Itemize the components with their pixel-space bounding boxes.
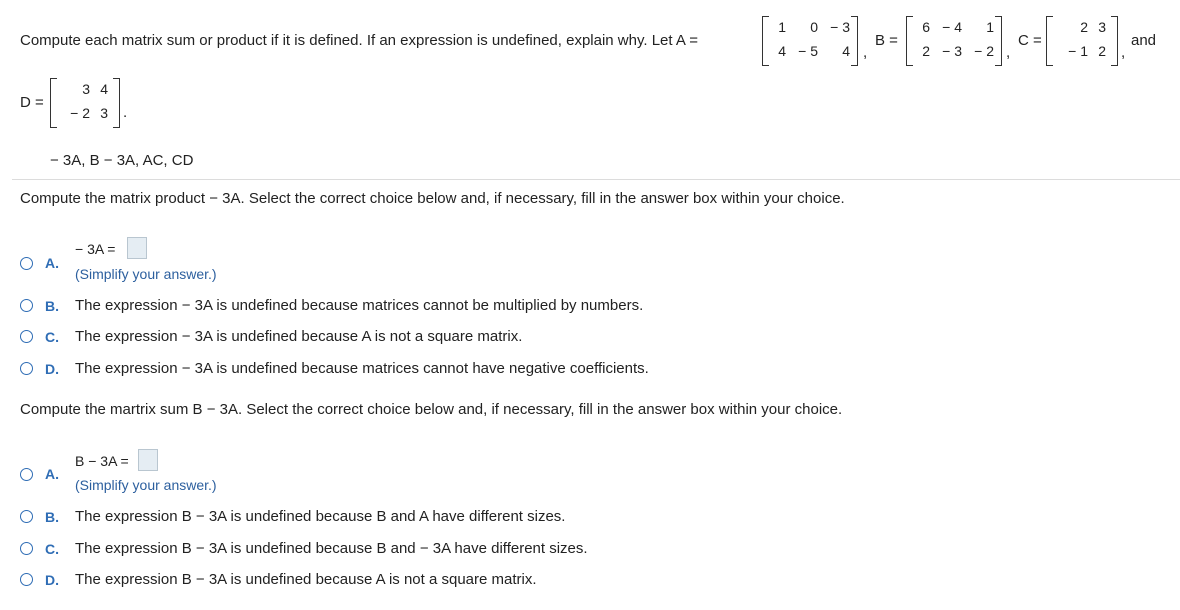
- expressions-list: − 3A, B − 3A, AC, CD: [50, 152, 194, 169]
- part1-radio-a[interactable]: [20, 257, 33, 270]
- matrix-d: [50, 78, 120, 128]
- divider: [12, 179, 1180, 180]
- part1-answer-label: − 3A =: [75, 241, 116, 257]
- period: .: [123, 104, 128, 121]
- part1-option-b-text: The expression − 3A is undefined because matrices cannot be multiplied by numbers.: [75, 297, 644, 314]
- matrix-a-cell: 1: [778, 19, 786, 35]
- matrix-d-cell: − 2: [70, 105, 90, 121]
- part1-answer-box[interactable]: [127, 237, 147, 259]
- part1-radio-c[interactable]: [20, 330, 33, 343]
- matrix-c: [1046, 16, 1118, 66]
- part1-hint: (Simplify your answer.): [75, 266, 217, 282]
- part2-option-b-letter: B.: [45, 509, 59, 525]
- part2-option-c-letter: C.: [45, 541, 59, 557]
- matrix-d-cell: 3: [100, 105, 108, 121]
- part1-question: Compute the matrix product − 3A. Select the correct choice below and, if necessary, fill in the answer box within your choice.: [20, 190, 845, 207]
- part2-radio-b[interactable]: [20, 510, 33, 523]
- matrix-b-cell: 6: [922, 19, 930, 35]
- matrix-b-cell: 2: [922, 43, 930, 59]
- part1-option-d-letter: D.: [45, 361, 59, 377]
- part2-answer-label: B − 3A =: [75, 453, 129, 469]
- matrix-c-cell: 3: [1098, 19, 1106, 35]
- part1-option-d-text: The expression − 3A is undefined because matrices cannot have negative coefficients.: [75, 360, 649, 377]
- matrix-b-cell: − 2: [974, 43, 994, 59]
- part2-radio-c[interactable]: [20, 542, 33, 555]
- matrix-a-cell: − 5: [798, 43, 818, 59]
- part2-radio-a[interactable]: [20, 468, 33, 481]
- matrix-d-cell: 3: [82, 81, 90, 97]
- part2-option-c-text: The expression B − 3A is undefined because B and − 3A have different sizes.: [75, 540, 588, 557]
- comma: ,: [863, 44, 868, 61]
- matrix-c-cell: 2: [1080, 19, 1088, 35]
- comma: ,: [1006, 44, 1011, 61]
- matrix-c-cell: 2: [1098, 43, 1106, 59]
- part1-radio-d[interactable]: [20, 362, 33, 375]
- part2-radio-d[interactable]: [20, 573, 33, 586]
- part1-option-b-letter: B.: [45, 298, 59, 314]
- label-d: D =: [20, 94, 44, 111]
- matrix-b-cell: − 4: [942, 19, 962, 35]
- part2-answer-box[interactable]: [138, 449, 158, 471]
- matrix-a-cell: 4: [778, 43, 786, 59]
- part2-option-d-letter: D.: [45, 572, 59, 588]
- part1-option-a-letter: A.: [45, 255, 59, 271]
- part2-question: Compute the martrix sum B − 3A. Select the correct choice below and, if necessary, fill in the answer box within your choice.: [20, 401, 843, 418]
- matrix-a-cell: 0: [810, 19, 818, 35]
- matrix-a: [762, 16, 858, 66]
- problem-statement: Compute each matrix sum or product if it is defined. If an expression is undefined, explain why. Let A =: [20, 32, 699, 49]
- comma: ,: [1121, 44, 1126, 61]
- matrix-b: [906, 16, 1002, 66]
- part1-option-c-letter: C.: [45, 329, 59, 345]
- label-b: B =: [875, 32, 898, 49]
- and-text: and: [1131, 32, 1157, 49]
- matrix-d-cell: 4: [100, 81, 108, 97]
- matrix-b-cell: − 3: [942, 43, 962, 59]
- part2-option-a-letter: A.: [45, 466, 59, 482]
- part2-option-d-text: The expression B − 3A is undefined because A is not a square matrix.: [75, 571, 537, 588]
- matrix-c-cell: − 1: [1068, 43, 1088, 59]
- part2-option-b-text: The expression B − 3A is undefined because B and A have different sizes.: [75, 508, 566, 525]
- part1-option-c-text: The expression − 3A is undefined because A is not a square matrix.: [75, 328, 523, 345]
- label-c: C =: [1018, 32, 1042, 49]
- matrix-a-cell: 4: [842, 43, 850, 59]
- part1-radio-b[interactable]: [20, 299, 33, 312]
- part2-hint: (Simplify your answer.): [75, 477, 217, 493]
- matrix-a-cell: − 3: [830, 19, 850, 35]
- matrix-b-cell: 1: [986, 19, 994, 35]
